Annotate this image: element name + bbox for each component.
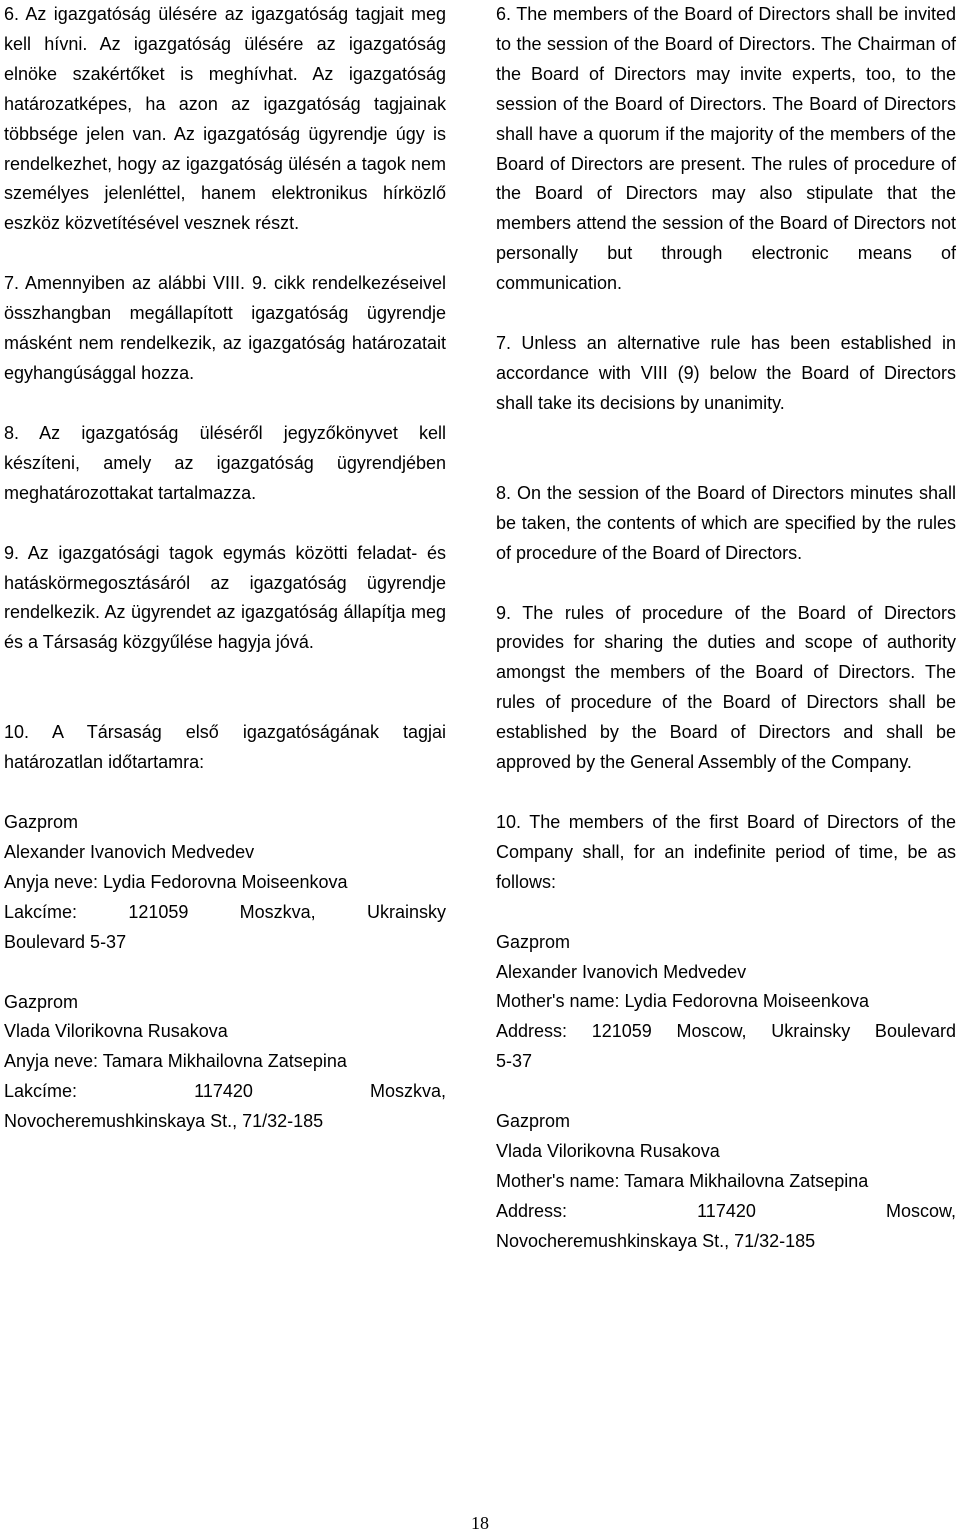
- en-member-1-mother: Mother's name: Lydia Fedorovna Moiseenkova: [496, 991, 869, 1012]
- english-column: [496, 0, 956, 1257]
- en-member-2-mother: Mother's name: Tamara Mikhailovna Zatsepina: [496, 1171, 869, 1191]
- en-paragraph-6: 6. The members of the Board of Directors shall be invited to the session of the Board of Directors. The Chairman of the Board of Directors may invite experts, too, to the session of the Board of Directors. The Board of Directors shall have a quorum if the majority of the members of the Board of Directors are present. The rules of procedure of the Board of Directors may also stipulate that the members attend the session of the Board of Directors not personally but through electronic means of communication.: [496, 4, 956, 294]
- hu-member-2: [4, 988, 446, 1138]
- hu-paragraph-9: 9. Az igazgatósági tagok egymás közötti feladat- és hatáskörmegosztásáról az igazgatóság ügyrendje rendelkezik. Az ügyrendet az igazgatóság állapítja meg és a Társaság közgyűlése hagyja jóvá.: [4, 542, 446, 653]
- hu-member-1-address: Lakcíme: 121059 Moszkva, Ukrainsky: [4, 901, 446, 922]
- hu-member-2-address: Lakcíme: 117420 Moszkva,: [4, 1081, 446, 1102]
- hu-paragraph-8: 8. Az igazgatóság üléséről jegyzőkönyvet kell készíteni, amely az igazgatóság ügyrendjében meghatározottakat tartalmazza.: [4, 422, 446, 503]
- en-member-2: [496, 1107, 956, 1257]
- en-member-1: [496, 928, 956, 1078]
- en-member-1-company: Gazprom: [496, 931, 571, 952]
- hu-member-1-mother: Anyja neve: Lydia Fedorovna Moiseenkova: [4, 871, 348, 892]
- en-member-2-name: Vlada Vilorikovna Rusakova: [496, 1141, 720, 1162]
- hu-member-1-company: Gazprom: [4, 812, 79, 833]
- hu-member-1-address-cont: Boulevard 5-37: [4, 931, 127, 952]
- en-member-1-name: Alexander Ivanovich Medvedev: [496, 961, 747, 982]
- en-paragraph-8: 8. On the session of the Board of Directors minutes shall be taken, the contents of which are specified by the rules of procedure of the Board of Directors.: [496, 482, 956, 563]
- hu-member-2-name: Vlada Vilorikovna Rusakova: [4, 1021, 228, 1042]
- hu-member-1-name: Alexander Ivanovich Medvedev: [4, 841, 255, 862]
- en-member-2-address-cont: Novocheremushkinskaya St., 71/32-185: [496, 1230, 816, 1251]
- hu-member-2-mother: Anyja neve: Tamara Mikhailovna Zatsepina: [4, 1051, 347, 1072]
- hungarian-column: [4, 0, 446, 1137]
- hu-member-2-address-cont: Novocheremushkinskaya St., 71/32-185: [4, 1111, 324, 1132]
- en-member-2-company: Gazprom: [496, 1111, 571, 1132]
- en-paragraph-10: 10. The members of the first Board of Directors of the Company shall, for an indefinite period of time, be as follows:: [496, 811, 956, 892]
- en-paragraph-9: 9. The rules of procedure of the Board of Directors provides for sharing the duties and scope of authority amongst the members of the Board of Directors. The rules of procedure of the Board of Directors shall be established by the Board of Directors and shall be approved by the General Assembly of the Company.: [496, 602, 956, 773]
- hu-paragraph-6: 6. Az igazgatóság ülésére az igazgatóság tagjait meg kell hívni. Az igazgatóság ülésére az igazgatóság elnöke szakértőket is meghívhat. Az igazgatóság határozatképes, ha azon az igazgatóság tagjainak többsége jelen van. Az igazgatóság ügyrendje úgy is rendelkezhet, hogy az igazgatóság ülésén a tagok nem személyes jelenléttel, hanem elektronikus hírközlő eszköz közvetítésével vesznek részt.: [4, 4, 446, 234]
- hu-paragraph-7: 7. Amennyiben az alábbi VIII. 9. cikk rendelkezéseivel összhangban megállapított igazgatóság ügyrendje másként nem rendelkezik, az igazgatóság határozatait egyhangúsággal hozza.: [4, 273, 446, 383]
- en-member-2-address: Address: 117420 Moscow,: [496, 1200, 956, 1221]
- page-number: 18: [471, 1513, 489, 1533]
- en-member-1-address-cont: 5-37: [496, 1051, 533, 1072]
- en-paragraph-7: 7. Unless an alternative rule has been established in accordance with VIII (9) below the Board of Directors shall take its decisions by unanimity.: [496, 333, 956, 413]
- hu-member-2-company: Gazprom: [4, 991, 79, 1012]
- en-member-1-address: Address: 121059 Moscow, Ukrainsky Boulevard: [496, 1021, 956, 1042]
- hu-paragraph-10: 10. A Társaság első igazgatóságának tagjai határozatlan időtartamra:: [4, 722, 446, 773]
- hu-member-1: [4, 808, 446, 958]
